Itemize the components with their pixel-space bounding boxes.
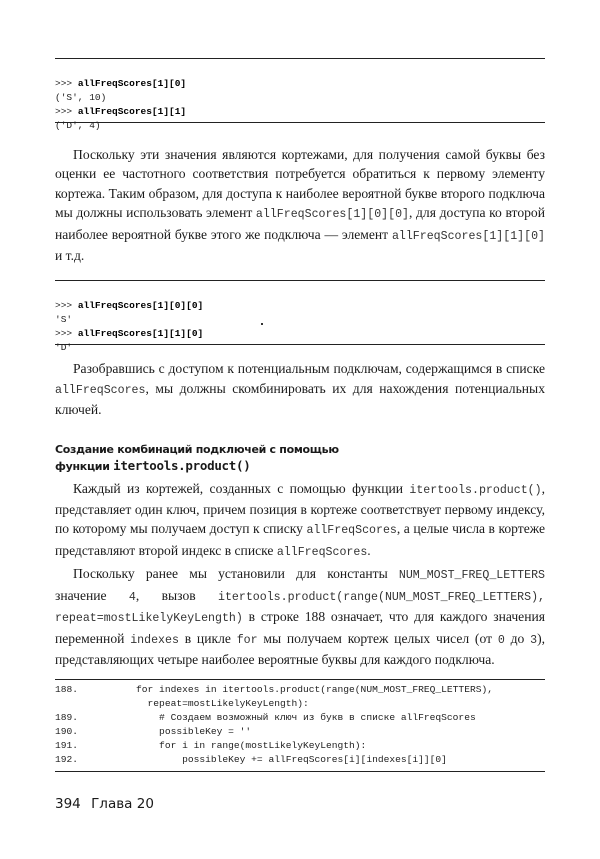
listing-row: 189. # Создаем возможный ключ из букв в списке allFreqScores [55,712,476,724]
code-line: >>> allFreqScores[1][0][0] [55,300,204,312]
paragraph-1: Поскольку эти значения являются кортежами, для получения самой буквы без оценки ее частотного соответствия потребуется обратиться к первому элементу кортежа. Таким образом, для доступа к наиболее вероятной букве второго подключа мы должны использовать элемент allFreqScores[1][0][0], для доступа ко второй наиболее вероятной букве этого же подключа — элемент allFreqScores[1][1][0] и т.д. [55,147,545,264]
listing-row: 191. for i in range(mostLikelyKeyLength): [55,740,367,752]
page-number: 394 [55,796,81,812]
code-output: ('D', 4) [55,120,101,131]
code-output: 'S' [55,314,73,326]
section-heading: Создание комбинаций подключей с помощью функции itertools.product() [55,442,339,473]
code-block-1 [55,58,545,131]
code-line: >>> allFreqScores[1][1][0] [55,328,204,340]
code-output: 'D' [55,342,73,354]
stray-dot [261,323,263,325]
code-listing [55,679,545,772]
listing-row: 188. for indexes in itertools.product(range(NUM_MOST_FREQ_LETTERS), [55,684,493,696]
listing-row: 192. possibleKey += allFreqScores[i][indexes[i]][0] [55,754,447,766]
paragraph-2: Разобравшись с доступом к потенциальным подключам, содержащимся в списке allFreqScores, мы должны скомбинировать их для нахождения потенциальных ключей. [55,361,545,418]
code-output: ('S', 10) [55,92,107,103]
listing-row: 190. possibleKey = '' [55,726,252,738]
page-footer [55,796,154,812]
code-block-2 [55,280,545,354]
chapter-label: Глава 20 [91,796,154,812]
page-content [55,58,545,772]
paragraph-4: Поскольку ранее мы установили для константы NUM_MOST_FREQ_LETTERS значение 4, вызов itertools.product(range(NUM_MOST_FREQ_LETTERS), repeat=mostLikelyKeyLength) в строке 188 означает, что для каждого значения переменной indexes в цикле for мы получаем кортеж целых чисел (от 0 до 3), представляющих четыре наиболее вероятные буквы для каждого подключа. [55,566,546,667]
paragraph-3: Каждый из кортежей, созданных с помощью функции itertools.product(), представляет один ключ, причем позиция в кортеже соответствует первому индексу, по которому мы получаем доступ к списку allFreqScores, а целые числа в кортеже представляют второй индекс в списке allFreqScores. [55,480,545,559]
listing-row: repeat=mostLikelyKeyLength): [113,698,309,710]
code-line: >>> allFreqScores[1][0] [55,78,187,89]
code-line: >>> allFreqScores[1][1] [55,106,187,117]
